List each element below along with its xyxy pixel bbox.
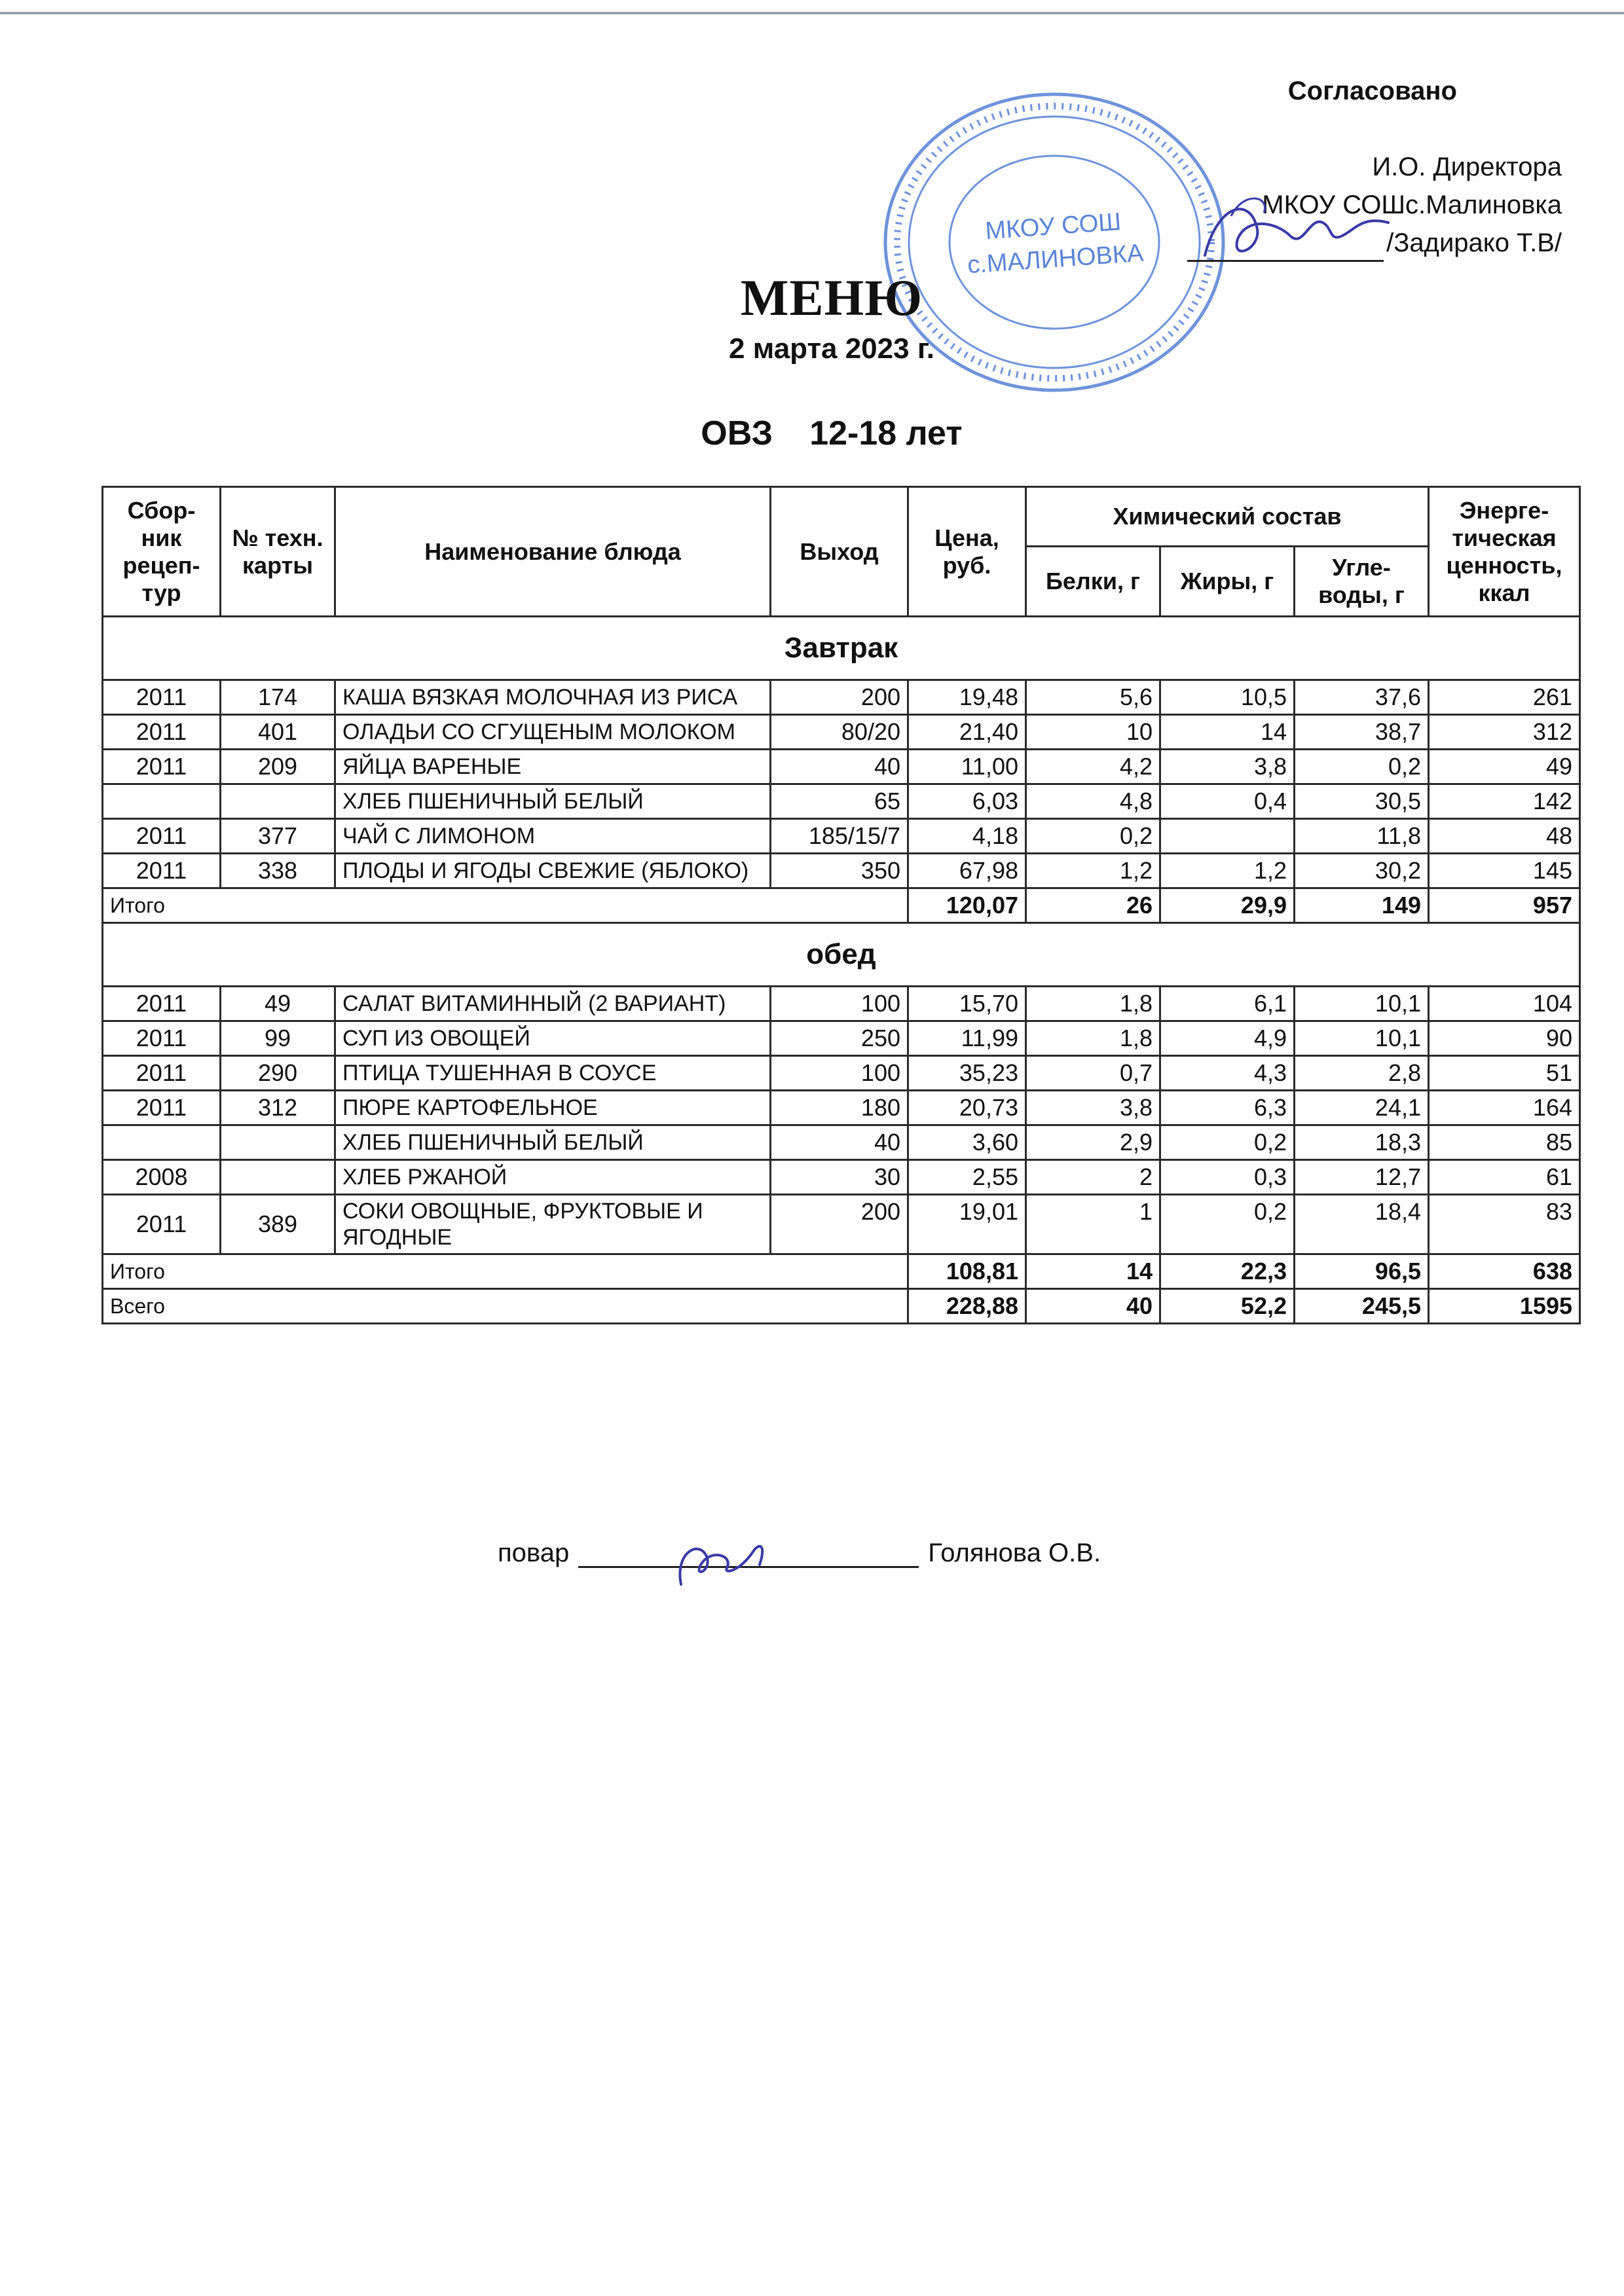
- cell-output: 100: [771, 1056, 908, 1091]
- cell-collection: 2011: [103, 854, 221, 888]
- cell-fat: 6,1: [1160, 987, 1295, 1021]
- table-row: [103, 784, 1580, 819]
- table-row: [103, 1125, 1580, 1160]
- cell-energy: 49: [1429, 750, 1580, 784]
- cell-energy: 61: [1429, 1160, 1580, 1195]
- cell-price: 19,48: [908, 680, 1026, 715]
- cell-carbs: 18,3: [1295, 1125, 1429, 1160]
- cell-energy: 312: [1429, 715, 1580, 750]
- cell-protein: 1,8: [1026, 987, 1160, 1021]
- cell-output: 185/15/7: [771, 819, 908, 854]
- cell-energy: 48: [1429, 819, 1580, 854]
- cell-collection: [103, 784, 221, 819]
- cell-dish: ПТИЦА ТУШЕННАЯ В СОУСЕ: [335, 1056, 771, 1091]
- cell-dish: САЛАТ ВИТАМИННЫЙ (2 ВАРИАНТ): [335, 987, 771, 1021]
- cell-price: 20,73: [908, 1091, 1026, 1125]
- cell-price: 11,99: [908, 1021, 1026, 1056]
- cell-energy: 261: [1429, 680, 1580, 715]
- cell-output: 100: [771, 987, 908, 1021]
- cell-output: 80/20: [771, 715, 908, 750]
- cell-fat: 0,3: [1160, 1160, 1295, 1195]
- cell-carbs: 11,8: [1295, 819, 1429, 854]
- col-fat: Жиры, г: [1160, 547, 1295, 617]
- breakfast-rows: [103, 680, 1580, 888]
- cell-dish: ХЛЕБ ПШЕНИЧНЫЙ БЕЛЫЙ: [335, 1125, 771, 1160]
- total-protein: 14: [1026, 1254, 1160, 1289]
- table-row: [103, 715, 1580, 750]
- total-fat: 22,3: [1160, 1254, 1295, 1289]
- cell-carbs: 38,7: [1295, 715, 1429, 750]
- cell-card: 338: [221, 854, 335, 888]
- cell-output: 350: [771, 854, 908, 888]
- cook-signature-block: [498, 1539, 1101, 1568]
- grand-total-row: [103, 1289, 1580, 1324]
- cook-name: Голянова О.В.: [928, 1539, 1101, 1567]
- cell-dish: КАША ВЯЗКАЯ МОЛОЧНАЯ ИЗ РИСА: [335, 680, 771, 715]
- cell-fat: 1,2: [1160, 854, 1295, 888]
- table-row: [103, 1091, 1580, 1125]
- cell-dish: ЯЙЦА ВАРЕНЫЕ: [335, 750, 771, 784]
- cell-dish: СУП ИЗ ОВОЩЕЙ: [335, 1021, 771, 1056]
- cell-carbs: 37,6: [1295, 680, 1429, 715]
- cell-collection: 2008: [103, 1160, 221, 1195]
- lunch-rows: [103, 987, 1580, 1254]
- stamp-line-1: МКОУ СОШ: [984, 208, 1122, 246]
- cook-signature: [661, 1525, 779, 1597]
- cell-carbs: 30,2: [1295, 854, 1429, 888]
- total-carbs: 149: [1295, 888, 1429, 923]
- col-carbs: Угле-воды, г: [1295, 547, 1429, 617]
- stamp-line-2: с.МАЛИНОВКА: [966, 239, 1145, 280]
- cell-carbs: 24,1: [1295, 1091, 1429, 1125]
- cell-collection: 2011: [103, 1091, 221, 1125]
- group-label: ОВЗ: [701, 414, 773, 452]
- cell-card: 401: [221, 715, 335, 750]
- cell-dish: ХЛЕБ РЖАНОЙ: [335, 1160, 771, 1195]
- cell-fat: 6,3: [1160, 1091, 1295, 1125]
- cell-fat: 3,8: [1160, 750, 1295, 784]
- cell-dish: ПЛОДЫ И ЯГОДЫ СВЕЖИЕ (ЯБЛОКО): [335, 854, 771, 888]
- cell-output: 65: [771, 784, 908, 819]
- menu-group: [655, 414, 1008, 453]
- total-fat: 29,9: [1160, 888, 1295, 923]
- cell-protein: 0,7: [1026, 1056, 1160, 1091]
- cell-output: 200: [771, 1195, 908, 1254]
- cell-price: 4,18: [908, 819, 1026, 854]
- cell-price: 11,00: [908, 750, 1026, 784]
- cell-card: 49: [221, 987, 335, 1021]
- col-output: Выход: [771, 487, 908, 617]
- cell-collection: [103, 1125, 221, 1160]
- age-label: 12-18 лет: [809, 414, 963, 452]
- grand-total-label: Всего: [103, 1289, 908, 1324]
- cell-fat: [1160, 819, 1295, 854]
- total-price: 120,07: [908, 888, 1026, 923]
- cell-card: [221, 1125, 335, 1160]
- menu-table: [101, 486, 1581, 1324]
- cell-carbs: 12,7: [1295, 1160, 1429, 1195]
- cell-protein: 4,8: [1026, 784, 1160, 819]
- cell-fat: 4,9: [1160, 1021, 1295, 1056]
- table-row: [103, 987, 1580, 1021]
- cell-price: 35,23: [908, 1056, 1026, 1091]
- col-dish: Наименование блюда: [335, 487, 771, 617]
- cell-price: 2,55: [908, 1160, 1026, 1195]
- total-energy: 638: [1429, 1254, 1580, 1289]
- cell-collection: 2011: [103, 715, 221, 750]
- total-energy: 957: [1429, 888, 1580, 923]
- table-row: [103, 750, 1580, 784]
- cell-protein: 2: [1026, 1160, 1160, 1195]
- menu-date: 2 марта 2023 г.: [729, 333, 934, 365]
- table-row: [103, 819, 1580, 854]
- table-row: [103, 1056, 1580, 1091]
- breakfast-total-row: [103, 888, 1580, 923]
- cell-card: 99: [221, 1021, 335, 1056]
- cell-price: 15,70: [908, 987, 1026, 1021]
- page-title: МЕНЮ: [740, 269, 923, 326]
- approval-director: /Задирако Т.В/: [1386, 228, 1562, 257]
- col-chem: Химический состав: [1026, 487, 1429, 547]
- cell-protein: 1,8: [1026, 1021, 1160, 1056]
- cook-role: повар: [498, 1539, 570, 1567]
- cell-fat: 0,2: [1160, 1195, 1295, 1254]
- cell-carbs: 30,5: [1295, 784, 1429, 819]
- col-price: Цена, руб.: [908, 487, 1026, 617]
- cell-card: 174: [221, 680, 335, 715]
- cell-protein: 3,8: [1026, 1091, 1160, 1125]
- cell-card: 312: [221, 1091, 335, 1125]
- cell-fat: 0,2: [1160, 1125, 1295, 1160]
- cell-energy: 90: [1429, 1021, 1580, 1056]
- cell-collection: 2011: [103, 680, 221, 715]
- cell-price: 67,98: [908, 854, 1026, 888]
- cell-energy: 104: [1429, 987, 1580, 1021]
- grand-total-price: 228,88: [908, 1289, 1026, 1324]
- grand-total-fat: 52,2: [1160, 1289, 1295, 1324]
- total-label: Итого: [103, 1254, 908, 1289]
- cell-protein: 2,9: [1026, 1125, 1160, 1160]
- col-energy: Энерге-тическая ценность, ккал: [1429, 487, 1580, 617]
- cell-output: 40: [771, 750, 908, 784]
- approval-position: И.О. Директора: [1372, 153, 1562, 181]
- cell-price: 21,40: [908, 715, 1026, 750]
- total-protein: 26: [1026, 888, 1160, 923]
- cell-protein: 5,6: [1026, 680, 1160, 715]
- cell-card: 389: [221, 1195, 335, 1254]
- cell-carbs: 2,8: [1295, 1056, 1429, 1091]
- cell-collection: 2011: [103, 1195, 221, 1254]
- cell-dish: ОЛАДЬИ СО СГУЩЕНЫМ МОЛОКОМ: [335, 715, 771, 750]
- cell-collection: 2011: [103, 1021, 221, 1056]
- col-protein: Белки, г: [1026, 547, 1160, 617]
- cell-dish: ЧАЙ С ЛИМОНОМ: [335, 819, 771, 854]
- cell-protein: 0,2: [1026, 819, 1160, 854]
- cell-dish: СОКИ ОВОЩНЫЕ, ФРУКТОВЫЕ И ЯГОДНЫЕ: [335, 1195, 771, 1254]
- cell-dish: ПЮРЕ КАРТОФЕЛЬНОЕ: [335, 1091, 771, 1125]
- cell-output: 180: [771, 1091, 908, 1125]
- cell-protein: 1,2: [1026, 854, 1160, 888]
- cell-price: 19,01: [908, 1195, 1026, 1254]
- cell-collection: 2011: [103, 750, 221, 784]
- cell-fat: 14: [1160, 715, 1295, 750]
- cell-fat: 4,3: [1160, 1056, 1295, 1091]
- table-row: [103, 1021, 1580, 1056]
- cell-price: 6,03: [908, 784, 1026, 819]
- grand-total-energy: 1595: [1429, 1289, 1580, 1324]
- cell-carbs: 18,4: [1295, 1195, 1429, 1254]
- cell-fat: 10,5: [1160, 680, 1295, 715]
- cell-protein: 10: [1026, 715, 1160, 750]
- total-carbs: 96,5: [1295, 1254, 1429, 1289]
- cell-card: 377: [221, 819, 335, 854]
- total-price: 108,81: [908, 1254, 1026, 1289]
- cell-carbs: 10,1: [1295, 987, 1429, 1021]
- section-breakfast: Завтрак: [103, 617, 1580, 680]
- scan-top-edge: [0, 12, 1624, 14]
- cell-price: 3,60: [908, 1125, 1026, 1160]
- grand-total-carbs: 245,5: [1295, 1289, 1429, 1324]
- cell-output: 250: [771, 1021, 908, 1056]
- cell-fat: 0,4: [1160, 784, 1295, 819]
- table-row: [103, 854, 1580, 888]
- cell-card: 290: [221, 1056, 335, 1091]
- cell-energy: 85: [1429, 1125, 1580, 1160]
- cell-protein: 4,2: [1026, 750, 1160, 784]
- cell-collection: 2011: [103, 819, 221, 854]
- cell-energy: 145: [1429, 854, 1580, 888]
- cell-card: 209: [221, 750, 335, 784]
- cell-carbs: 10,1: [1295, 1021, 1429, 1056]
- table-row: [103, 1195, 1580, 1254]
- table-row: [103, 1160, 1580, 1195]
- cell-energy: 142: [1429, 784, 1580, 819]
- cell-collection: 2011: [103, 1056, 221, 1091]
- col-card: № техн. карты: [221, 487, 335, 617]
- table-row: [103, 680, 1580, 715]
- lunch-total-row: [103, 1254, 1580, 1289]
- approval-heading: Согласовано: [1287, 77, 1457, 105]
- grand-total-protein: 40: [1026, 1289, 1160, 1324]
- cell-energy: 83: [1429, 1195, 1580, 1254]
- cell-card: [221, 784, 335, 819]
- cell-energy: 51: [1429, 1056, 1580, 1091]
- approval-school: МКОУ СОШс.Малиновка: [1262, 191, 1562, 219]
- director-signature: [1192, 177, 1401, 288]
- cell-collection: 2011: [103, 987, 221, 1021]
- cell-dish: ХЛЕБ ПШЕНИЧНЫЙ БЕЛЫЙ: [335, 784, 771, 819]
- cell-output: 30: [771, 1160, 908, 1195]
- total-label: Итого: [103, 888, 908, 923]
- section-lunch: обед: [103, 923, 1580, 987]
- cell-energy: 164: [1429, 1091, 1580, 1125]
- cell-card: [221, 1160, 335, 1195]
- cell-output: 200: [771, 680, 908, 715]
- col-collection: Сбор-ник рецеп-тур: [103, 487, 221, 617]
- cell-carbs: 0,2: [1295, 750, 1429, 784]
- cell-output: 40: [771, 1125, 908, 1160]
- cell-protein: 1: [1026, 1195, 1160, 1254]
